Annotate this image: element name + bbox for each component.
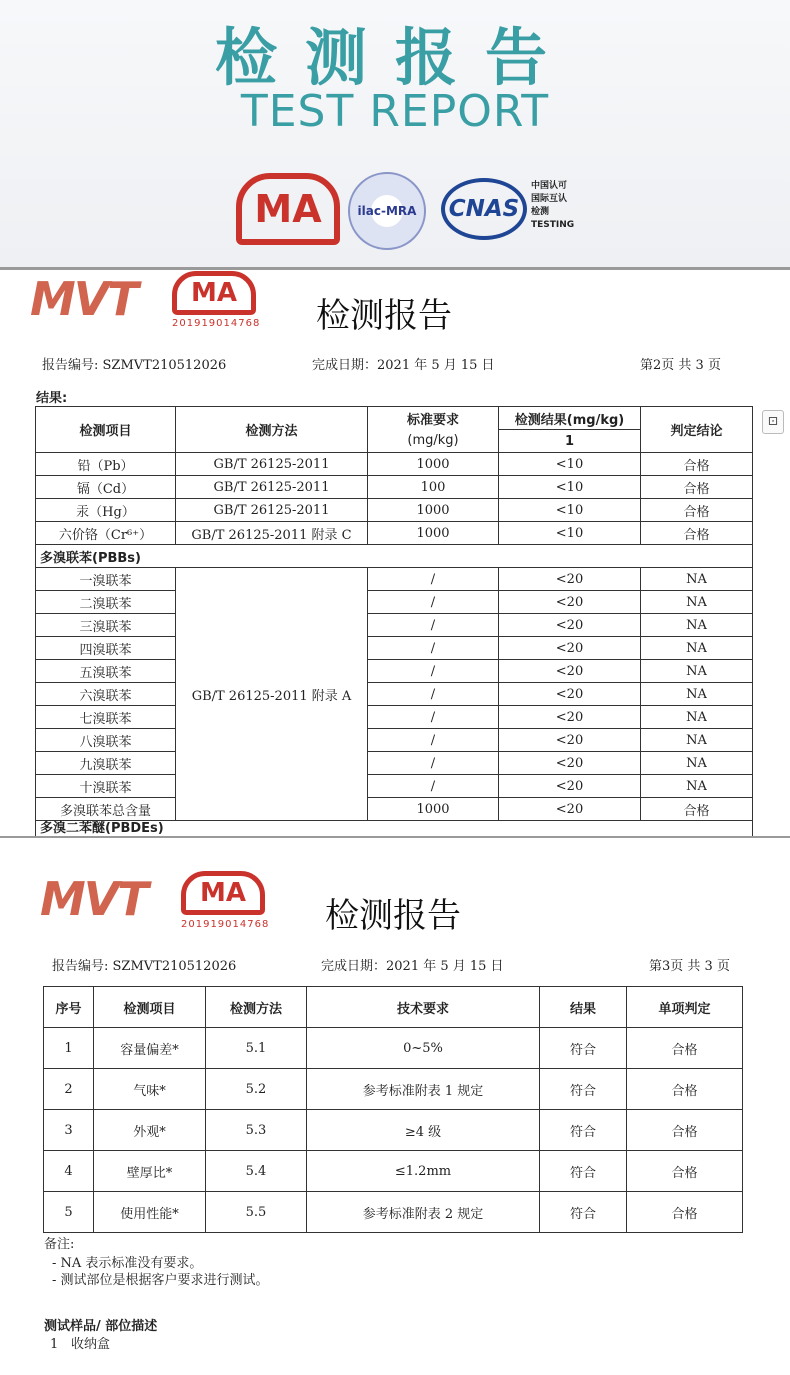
- cell-requirement: 参考标准附表 2 规定: [307, 1192, 540, 1233]
- cell-standard: /: [368, 706, 499, 729]
- header-judgement: 单项判定: [627, 987, 743, 1028]
- cell-standard: 100: [368, 476, 499, 499]
- table-row: [44, 1151, 743, 1192]
- group-row: [36, 545, 753, 568]
- header-requirement: 技术要求: [307, 987, 540, 1028]
- mvt-logo: MVT: [30, 272, 137, 326]
- cell-result: <20: [499, 660, 641, 683]
- table-row: [36, 775, 753, 798]
- cell-conclusion: NA: [641, 706, 753, 729]
- cell-seq: 1: [44, 1028, 94, 1069]
- cnas-logo: [441, 178, 527, 240]
- cell-standard: /: [368, 637, 499, 660]
- cell-result: <20: [499, 775, 641, 798]
- cell-result: <20: [499, 683, 641, 706]
- table-row: [36, 453, 753, 476]
- cell-conclusion: NA: [641, 591, 753, 614]
- cell-method: 5.3: [206, 1110, 307, 1151]
- cell-conclusion: NA: [641, 568, 753, 591]
- cell-item: 壁厚比*: [94, 1151, 206, 1192]
- cell-result: <20: [499, 706, 641, 729]
- table-row: [36, 476, 753, 499]
- cell-item: 汞（Hg）: [36, 499, 176, 522]
- cell-seq: 3: [44, 1110, 94, 1151]
- cell-standard: /: [368, 683, 499, 706]
- cell-result: <10: [499, 453, 641, 476]
- cell-item: 容量偏差*: [94, 1028, 206, 1069]
- cma-logo-small: [181, 871, 265, 915]
- results-table: [35, 406, 753, 837]
- cell-item: 七溴联苯: [36, 706, 176, 729]
- cell-item: 八溴联苯: [36, 729, 176, 752]
- report-title: 检测报告: [316, 296, 452, 336]
- cell-item: 六价铬（Cr⁶⁺）: [36, 522, 176, 545]
- cell-seq: 2: [44, 1069, 94, 1110]
- cnas-caption-line: 国际互认: [531, 194, 568, 204]
- cell-judgement: 合格: [627, 1151, 743, 1192]
- cell-item: 二溴联苯: [36, 591, 176, 614]
- table-row: [36, 522, 753, 545]
- cell-standard: 1000: [368, 522, 499, 545]
- cell-result: <20: [499, 752, 641, 775]
- report-number: 报告编号: SZMVT210512026: [42, 358, 227, 373]
- completion-date: 完成日期：2021 年 5 月 15 日: [321, 959, 504, 974]
- cell-requirement: 0~5%: [307, 1028, 540, 1069]
- group-row: [36, 821, 753, 838]
- header-standard: 标准要求: [368, 407, 499, 430]
- cell-standard: 1000: [368, 798, 499, 821]
- cnas-caption-line: 检测: [531, 207, 550, 217]
- page-indicator: 第3页 共 3 页: [649, 959, 730, 974]
- note-item: - 测试部位是根据客户要求进行测试。: [52, 1273, 269, 1288]
- header-result-sample: 1: [499, 430, 641, 453]
- section-divider: [0, 267, 790, 270]
- cell-conclusion: 合格: [641, 476, 753, 499]
- cell-item: 外观*: [94, 1110, 206, 1151]
- cell-standard: 1000: [368, 499, 499, 522]
- group-pbbs: 多溴联苯(PBBs): [36, 545, 753, 568]
- cell-method-pbbs: GB/T 26125-2011 附录 A: [176, 568, 368, 821]
- cell-judgement: 合格: [627, 1192, 743, 1233]
- cnas-caption: [531, 180, 574, 232]
- header-seq: 序号: [44, 987, 94, 1028]
- table-row: [36, 729, 753, 752]
- table-row: [44, 1069, 743, 1110]
- expand-icon[interactable]: ⊡: [762, 410, 784, 434]
- banner-title-en: TEST REPORT: [240, 86, 550, 137]
- table-header-row: [44, 987, 743, 1028]
- cnas-caption-line: 中国认可: [531, 181, 568, 191]
- cell-method: GB/T 26125-2011: [176, 499, 368, 522]
- cell-requirement: 参考标准附表 1 规定: [307, 1069, 540, 1110]
- cell-standard: /: [368, 568, 499, 591]
- header-method: 检测方法: [176, 407, 368, 453]
- cell-requirement: ≤1.2mm: [307, 1151, 540, 1192]
- cell-item: 十溴联苯: [36, 775, 176, 798]
- cell-result: 符合: [540, 1110, 627, 1151]
- header-result: 检测结果(mg/kg): [499, 407, 641, 430]
- cell-standard: /: [368, 775, 499, 798]
- cell-result: <20: [499, 614, 641, 637]
- cell-item: 九溴联苯: [36, 752, 176, 775]
- cell-result: <20: [499, 798, 641, 821]
- cell-judgement: 合格: [627, 1069, 743, 1110]
- cell-seq: 4: [44, 1151, 94, 1192]
- table-row: [36, 591, 753, 614]
- sample-number: 1: [50, 1337, 59, 1352]
- cell-judgement: 合格: [627, 1028, 743, 1069]
- table-row: [44, 1110, 743, 1151]
- cell-item: 镉（Cd）: [36, 476, 176, 499]
- cell-result: 符合: [540, 1069, 627, 1110]
- cell-standard: /: [368, 752, 499, 775]
- cell-standard: /: [368, 614, 499, 637]
- cell-method: 5.2: [206, 1069, 307, 1110]
- ilac-logo-text: ilac-MRA: [357, 204, 417, 218]
- cell-item: 六溴联苯: [36, 683, 176, 706]
- completion-date: 完成日期：2021 年 5 月 15 日: [312, 358, 495, 373]
- cell-method: 5.5: [206, 1192, 307, 1233]
- cell-result: <20: [499, 729, 641, 752]
- cnas-caption-line: TESTING: [531, 220, 575, 230]
- cell-conclusion: NA: [641, 775, 753, 798]
- header-standard-unit: (mg/kg): [368, 430, 499, 453]
- cell-conclusion: NA: [641, 752, 753, 775]
- cell-conclusion: 合格: [641, 798, 753, 821]
- cell-conclusion: 合格: [641, 522, 753, 545]
- header-conclusion: 判定结论: [641, 407, 753, 453]
- cell-item: 铅（Pb）: [36, 453, 176, 476]
- header-result: 结果: [540, 987, 627, 1028]
- cell-item: 多溴联苯总含量: [36, 798, 176, 821]
- cma-logo-text: MA: [191, 278, 237, 308]
- cell-result: 符合: [540, 1028, 627, 1069]
- group-pbdes: 多溴二苯醚(PBDEs): [36, 821, 753, 838]
- cell-method: GB/T 26125-2011: [176, 476, 368, 499]
- cell-standard: /: [368, 729, 499, 752]
- table-row: [44, 1192, 743, 1233]
- cell-item: 使用性能*: [94, 1192, 206, 1233]
- results-label: 结果:: [36, 391, 68, 406]
- mvt-logo: MVT: [40, 872, 147, 926]
- cma-logo: [236, 173, 340, 245]
- cell-conclusion: NA: [641, 729, 753, 752]
- banner-title-cn: 检测报告: [214, 21, 575, 94]
- cma-logo-text: MA: [200, 878, 246, 908]
- table-row: [36, 752, 753, 775]
- cell-result: <20: [499, 591, 641, 614]
- cell-seq: 5: [44, 1192, 94, 1233]
- cell-conclusion: NA: [641, 683, 753, 706]
- cell-result: <20: [499, 568, 641, 591]
- cell-conclusion: 合格: [641, 499, 753, 522]
- table-row: [36, 499, 753, 522]
- table-row: [36, 683, 753, 706]
- cell-result: <10: [499, 476, 641, 499]
- cell-method: GB/T 26125-2011 附录 C: [176, 522, 368, 545]
- header-item: 检测项目: [94, 987, 206, 1028]
- table-row: [36, 614, 753, 637]
- page-indicator: 第2页 共 3 页: [640, 358, 721, 373]
- cma-logo-small: [172, 271, 256, 315]
- cell-item: 五溴联苯: [36, 660, 176, 683]
- table-row: [36, 660, 753, 683]
- sample-description-label: 测试样品/ 部位描述: [44, 1319, 158, 1334]
- cell-item: 三溴联苯: [36, 614, 176, 637]
- cell-result: <20: [499, 637, 641, 660]
- table-row: [36, 637, 753, 660]
- cell-item: 一溴联苯: [36, 568, 176, 591]
- ilac-mra-logo: [348, 172, 426, 250]
- cell-standard: 1000: [368, 453, 499, 476]
- cell-method: 5.1: [206, 1028, 307, 1069]
- cell-result: <10: [499, 499, 641, 522]
- table-row: [36, 568, 753, 591]
- cell-method: GB/T 26125-2011: [176, 453, 368, 476]
- cnas-logo-text: CNAS: [448, 196, 520, 222]
- cell-result: 符合: [540, 1151, 627, 1192]
- cell-conclusion: NA: [641, 614, 753, 637]
- performance-table: [43, 986, 743, 1233]
- cell-method: 5.4: [206, 1151, 307, 1192]
- note-item: - NA 表示标准没有要求。: [52, 1256, 203, 1271]
- cma-registration-number: 201919014768: [172, 318, 261, 329]
- table-row: [44, 1028, 743, 1069]
- report-number: 报告编号: SZMVT210512026: [52, 959, 237, 974]
- cell-standard: /: [368, 591, 499, 614]
- table-row: [36, 706, 753, 729]
- cell-item: 气味*: [94, 1069, 206, 1110]
- cell-conclusion: NA: [641, 637, 753, 660]
- cell-standard: /: [368, 660, 499, 683]
- sample-name: 收纳盒: [71, 1337, 111, 1352]
- cma-logo-text: MA: [254, 187, 322, 231]
- cell-judgement: 合格: [627, 1110, 743, 1151]
- cell-requirement: ≥4 级: [307, 1110, 540, 1151]
- table-row: [36, 798, 753, 821]
- cell-result: <10: [499, 522, 641, 545]
- notes-label: 备注:: [44, 1237, 75, 1252]
- cma-registration-number: 201919014768: [181, 919, 270, 930]
- cell-conclusion: NA: [641, 660, 753, 683]
- cell-conclusion: 合格: [641, 453, 753, 476]
- report-title: 检测报告: [325, 896, 461, 936]
- cell-item: 四溴联苯: [36, 637, 176, 660]
- header-item: 检测项目: [36, 407, 176, 453]
- section-divider: [0, 836, 790, 838]
- header-method: 检测方法: [206, 987, 307, 1028]
- cell-result: 符合: [540, 1192, 627, 1233]
